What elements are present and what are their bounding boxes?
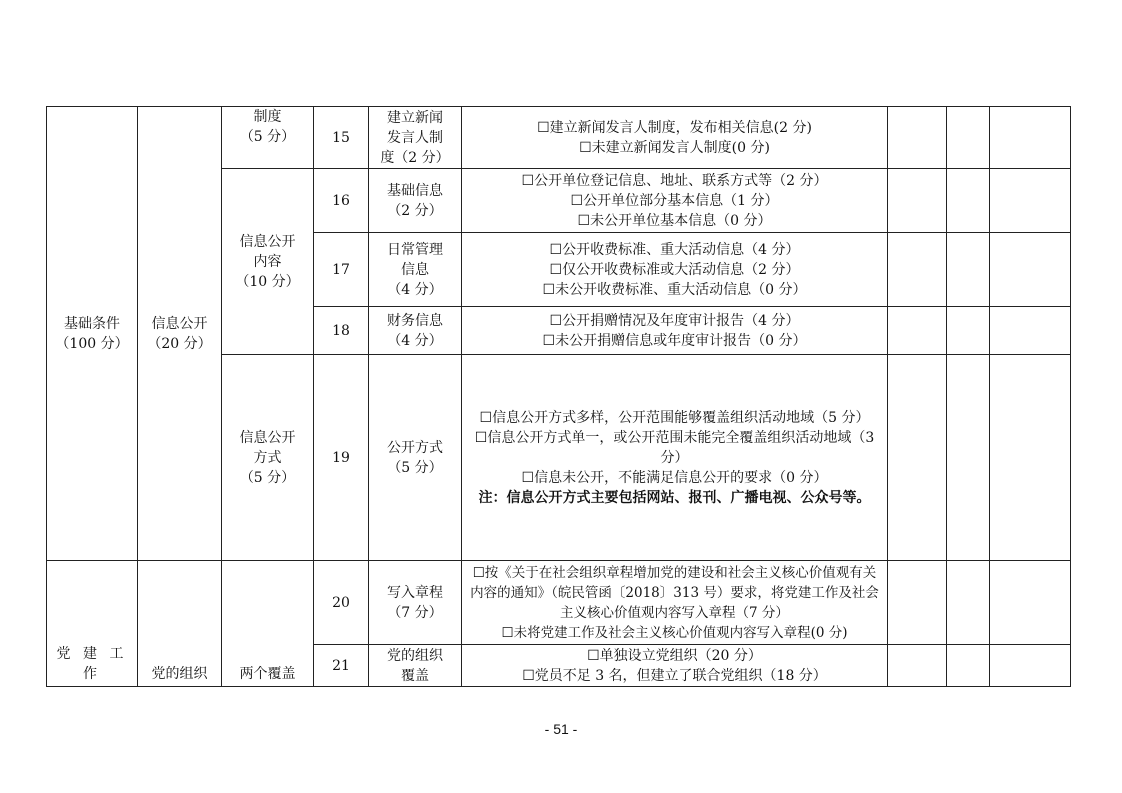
empty-cell (947, 561, 990, 645)
criteria-note: 注：信息公开方式主要包括网站、报刊、广播电视、公众号等。 (478, 489, 871, 506)
empty-cell (888, 233, 947, 307)
item-cell: 建立新闻 发言人制 度（2 分） (369, 107, 462, 169)
row-number: 17 (314, 233, 369, 307)
item-cell: 公开方式 （5 分） (369, 355, 462, 561)
empty-cell (947, 355, 990, 561)
category-cell: 党 建 工 作 (47, 561, 138, 687)
item-cell: 日常管理 信息 （4 分） (369, 233, 462, 307)
empty-cell (947, 645, 990, 687)
row-number: 15 (314, 107, 369, 169)
empty-cell (990, 561, 1071, 645)
criteria-cell: ☐按《关于在社会组织章程增加党的建设和社会主义核心价值观有关内容的通知》（皖民管函〔2018〕313 号）要求，将党建工作及社会主义核心价值观内容写入章程（7 分） ☐未将党建工作及社会主义核心价值观内容写入章程(0 分) (462, 561, 888, 645)
row-number: 18 (314, 307, 369, 355)
section-cell: 信息公开 方式 （5 分） (222, 355, 314, 561)
empty-cell (888, 169, 947, 233)
section-cell: 制度 （5 分） (222, 107, 314, 169)
empty-cell (888, 561, 947, 645)
row-number: 19 (314, 355, 369, 561)
empty-cell (947, 307, 990, 355)
empty-cell (990, 169, 1071, 233)
row-number: 16 (314, 169, 369, 233)
empty-cell (888, 307, 947, 355)
empty-cell (990, 355, 1071, 561)
empty-cell (888, 107, 947, 169)
empty-cell (888, 355, 947, 561)
item-cell: 党的组织 覆盖 (369, 645, 462, 687)
item-cell: 财务信息 （4 分） (369, 307, 462, 355)
criteria-cell: ☐公开捐赠情况及年度审计报告（4 分） ☐未公开捐赠信息或年度审计报告（0 分） (462, 307, 888, 355)
empty-cell (990, 645, 1071, 687)
empty-cell (947, 233, 990, 307)
empty-cell (947, 107, 990, 169)
section-cell: 两个覆盖 (222, 561, 314, 687)
empty-cell (990, 307, 1071, 355)
item-cell: 写入章程 （7 分） (369, 561, 462, 645)
subcategory-cell: 信息公开 （20 分） (138, 107, 222, 561)
empty-cell (990, 107, 1071, 169)
row-number: 21 (314, 645, 369, 687)
empty-cell (888, 645, 947, 687)
criteria-cell: ☐单独设立党组织（20 分） ☐党员不足 3 名，但建立了联合党组织（18 分） (462, 645, 888, 687)
page-number: - 51 - (544, 721, 578, 737)
table-row (47, 107, 1071, 169)
criteria-cell: ☐公开单位登记信息、地址、联系方式等（2 分） ☐公开单位部分基本信息（1 分） ☐未公开单位基本信息（0 分） (462, 169, 888, 233)
empty-cell (947, 169, 990, 233)
table-row (47, 561, 1071, 645)
criteria-cell: ☐公开收费标准、重大活动信息（4 分） ☐仅公开收费标准或大活动信息（2 分） ☐未公开收费标准、重大活动信息（0 分） (462, 233, 888, 307)
criteria-cell: ☐建立新闻发言人制度，发布相关信息(2 分) ☐未建立新闻发言人制度(0 分) (462, 107, 888, 169)
evaluation-table (46, 106, 1071, 687)
section-cell: 信息公开 内容 （10 分） (222, 169, 314, 355)
empty-cell (990, 233, 1071, 307)
subcategory-cell: 党的组织 (138, 561, 222, 687)
category-cell: 基础条件 （100 分） (47, 107, 138, 561)
criteria-cell: ☐信息公开方式多样，公开范围能够覆盖组织活动地域（5 分） ☐信息公开方式单一，或公开范围未能完全覆盖组织活动地域（3 分） ☐信息未公开，不能满足信息公开的要求（0 分） 注：信息公开方式主要包括网站、报刊、广播电视、公众号等。 (462, 355, 888, 561)
item-cell: 基础信息 （2 分） (369, 169, 462, 233)
row-number: 20 (314, 561, 369, 645)
